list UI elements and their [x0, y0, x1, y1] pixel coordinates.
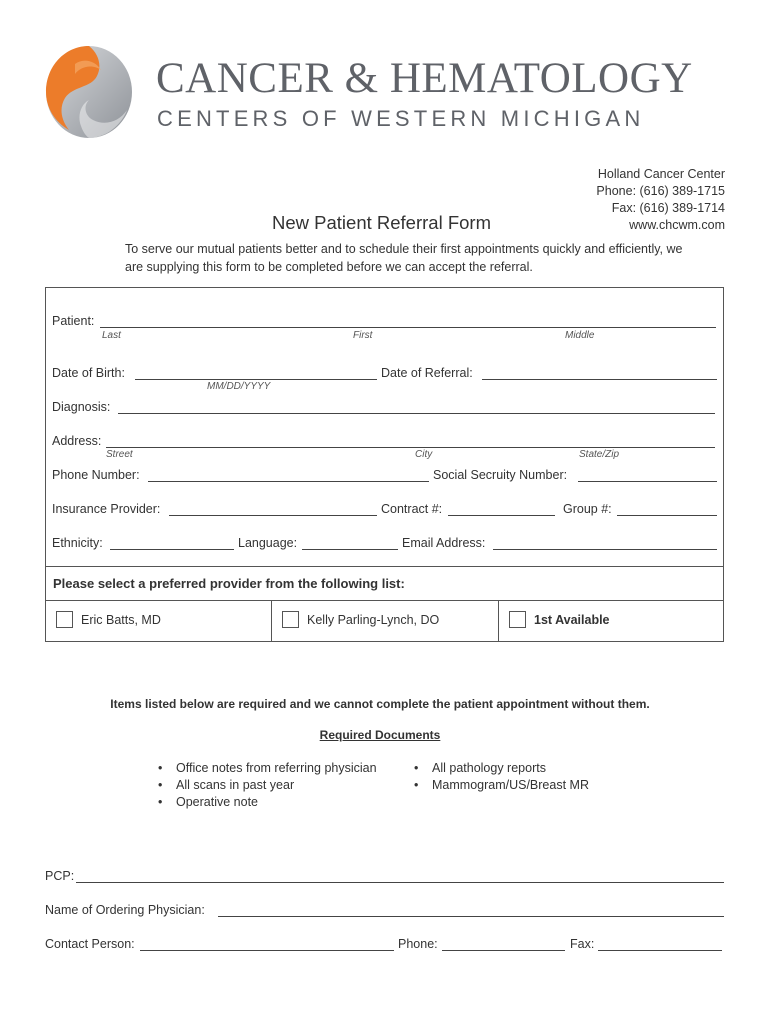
address-label: Address:: [52, 434, 102, 448]
provider-option-label: Eric Batts, MD: [81, 613, 161, 627]
dob-input[interactable]: [135, 379, 377, 380]
patient-label: Patient:: [52, 314, 95, 328]
pcp-label: PCP:: [45, 869, 75, 883]
phone-number-label: Phone Number:: [52, 468, 140, 482]
center-name: Holland Cancer Center: [597, 167, 725, 181]
form-intro: To serve our mutual patients better and to schedule their first appointments quickly and efficiently, we are supplying this form to be completed before we can accept the referral.: [125, 242, 683, 274]
contract-label: Contract #:: [381, 502, 443, 516]
contact-phone-input[interactable]: [442, 950, 565, 951]
ethnicity-label: Ethnicity:: [52, 536, 103, 550]
patient-input[interactable]: [100, 327, 716, 328]
patient-middle-hint: Middle: [565, 330, 595, 341]
ssn-label: Social Secruity Number:: [433, 468, 568, 482]
logo-mark-icon: [45, 44, 133, 140]
patient-info-box: [45, 287, 724, 567]
contact-phone-label: Phone:: [398, 937, 438, 951]
provider-selection-box: [45, 566, 724, 642]
org-name-line2: CENTERS OF WESTERN MICHIGAN: [157, 106, 645, 131]
ethnicity-input[interactable]: [110, 549, 234, 550]
dob-format-hint: MM/DD/YYYY: [207, 381, 271, 392]
center-phone: Phone: (616) 389-1715: [596, 184, 725, 198]
contact-person-label: Contact Person:: [45, 937, 135, 951]
address-input[interactable]: [106, 447, 715, 448]
provider-option-label: Kelly Parling-Lynch, DO: [307, 613, 440, 627]
provider-checkbox[interactable]: [509, 611, 526, 628]
insurance-provider-label: Insurance Provider:: [52, 502, 161, 516]
email-input[interactable]: [493, 549, 717, 550]
provider-option-parling-lynch[interactable]: [272, 601, 499, 641]
patient-first-hint: First: [353, 330, 373, 341]
required-docs-right: [411, 760, 589, 794]
provider-checkbox[interactable]: [56, 611, 73, 628]
language-label: Language:: [238, 536, 298, 550]
patient-last-hint: Last: [102, 330, 121, 341]
pcp-input[interactable]: [76, 882, 724, 883]
diagnosis-input[interactable]: [118, 413, 715, 414]
contract-input[interactable]: [448, 515, 555, 516]
required-documents-title: Required Documents: [319, 728, 441, 742]
diagnosis-label: Diagnosis:: [52, 400, 111, 414]
contact-block: [596, 166, 725, 234]
contact-person-input[interactable]: [140, 950, 394, 951]
provider-option-first-available[interactable]: [499, 601, 723, 641]
address-city-hint: City: [415, 449, 433, 460]
email-label: Email Address:: [402, 536, 486, 550]
ordering-physician-input[interactable]: [218, 916, 724, 917]
contact-fax-label: Fax:: [570, 937, 595, 951]
phone-number-input[interactable]: [148, 481, 429, 482]
list-item: • Mammogram/US/Breast MR: [411, 777, 589, 794]
list-item: • Office notes from referring physician: [155, 760, 377, 777]
provider-checkbox[interactable]: [282, 611, 299, 628]
list-item: • All pathology reports: [411, 760, 589, 777]
required-note: Items listed below are required and we cannot complete the patient appointment without them.: [110, 697, 650, 711]
ordering-physician-label: Name of Ordering Physician:: [45, 903, 205, 917]
language-input[interactable]: [302, 549, 398, 550]
group-label: Group #:: [563, 502, 612, 516]
provider-heading-row: [46, 567, 723, 601]
address-street-hint: Street: [106, 449, 133, 460]
required-docs-left: [155, 760, 377, 811]
group-input[interactable]: [617, 515, 717, 516]
date-of-referral-input[interactable]: [482, 379, 717, 380]
center-website[interactable]: www.chcwm.com: [629, 218, 725, 232]
center-fax: Fax: (616) 389-1714: [611, 201, 725, 215]
provider-option-label: 1st Available: [534, 613, 610, 627]
list-item: • Operative note: [155, 794, 377, 811]
provider-heading: Please select a preferred provider from the following list:: [53, 576, 405, 591]
provider-option-batts[interactable]: [46, 601, 272, 641]
date-of-referral-label: Date of Referral:: [381, 366, 473, 380]
dob-label: Date of Birth:: [52, 366, 125, 380]
list-item: • All scans in past year: [155, 777, 377, 794]
org-name-line1: CANCER & HEMATOLOGY: [156, 55, 693, 102]
form-title: New Patient Referral Form: [272, 212, 491, 233]
address-statezip-hint: State/Zip: [579, 449, 620, 460]
ssn-input[interactable]: [578, 481, 717, 482]
contact-fax-input[interactable]: [598, 950, 722, 951]
insurance-provider-input[interactable]: [169, 515, 377, 516]
